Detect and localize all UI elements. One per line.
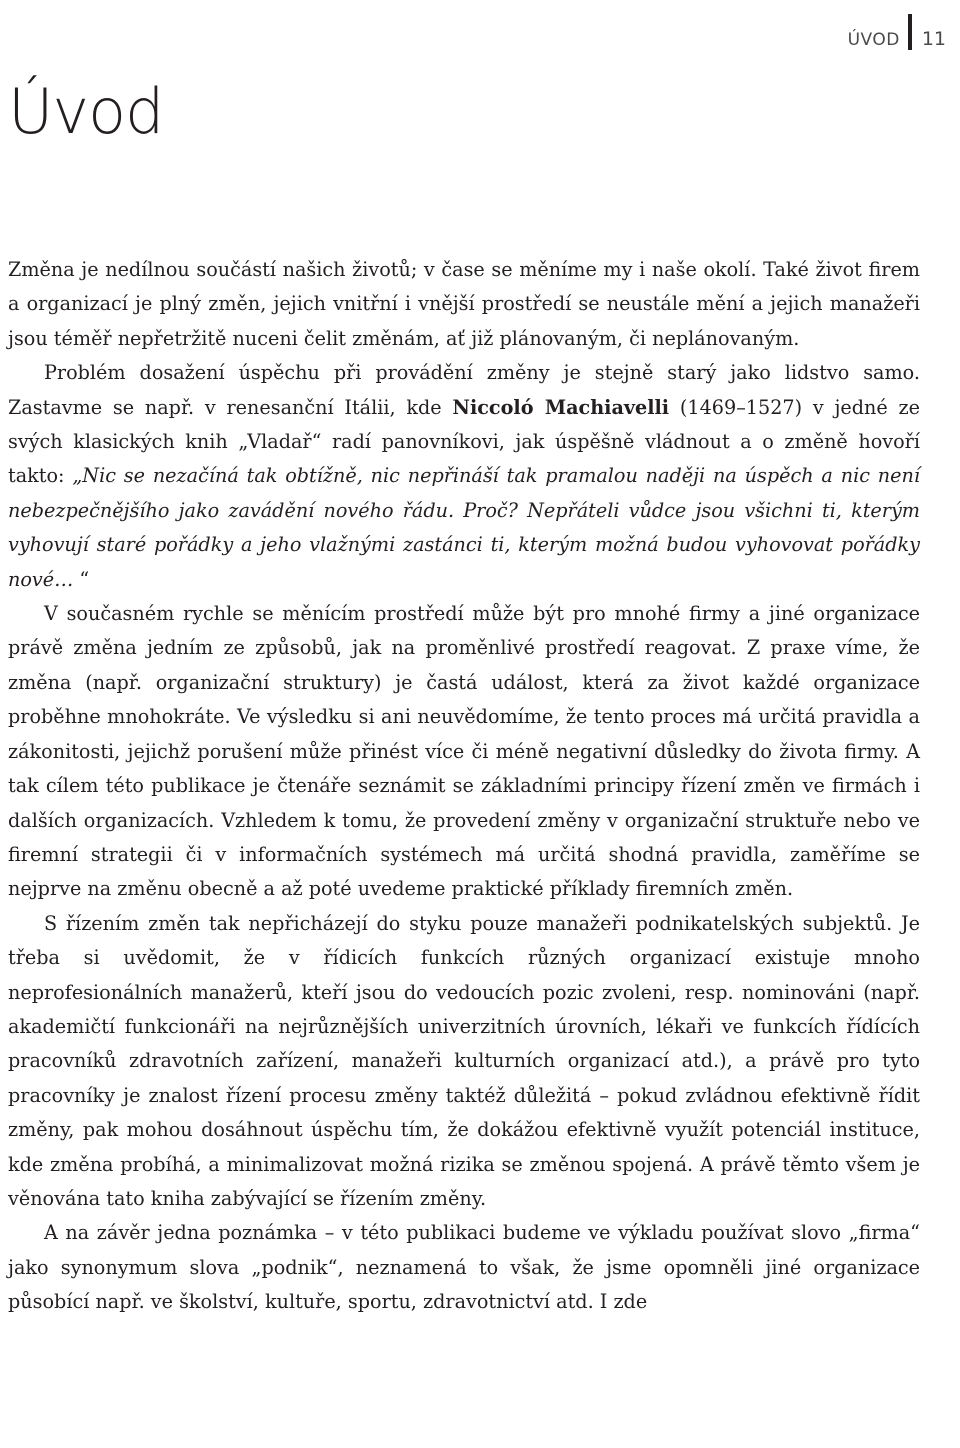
- author-name: Niccoló Machiavelli: [452, 395, 670, 419]
- running-head-label: ÚVOD: [847, 30, 900, 50]
- paragraph-1: Změna je nedílnou součástí našich životů; v čase se měníme my i naše okolí. Také život firem a organizací je plný změn, jejich vnitřní i vnější prostředí se neustále mění a jejich manažeři jsou téměř nepřetržitě nuceni čelit změnám, ať již plánovaným, či neplánovaným.: [8, 258, 920, 350]
- chapter-title: Úvod: [8, 75, 164, 148]
- paragraph-3: V současném rychle se měnícím prostředí může být pro mnohé firmy a jiné organizace právě změna jedním ze způsobů, jak na proměnlivé prostředí reagovat. Z praxe víme, že změna (např. organizační struktury) je častá událost, která za život každé organizace proběhne mnohokráte. Ve výsledku si ani neuvědomíme, že tento proces má určitá pravidla a zákonitosti, jejichž porušení může přinést více či méně negativní důsledky do života firmy. A tak cílem této publikace je čtenáře seznámit se základními principy řízení změn ve firmách i dalších organizacích. Vzhledem k tomu, že provedení změny v organizační struktuře nebo ve firemní strategii či v informačních systémech má určitá shodná pravidla, zaměříme se nejprve na změnu obecně a až poté uvedeme praktické příklady firemních změn.: [8, 602, 920, 901]
- paragraph-2-intro: Problém dosažení úspěchu při provádění změny je stejně starý jako lidstvo samo. Zastavme se např. v renesanční Itálii, kde: [8, 361, 920, 419]
- body-text: [8, 253, 920, 1320]
- page-number: 11: [921, 28, 946, 50]
- paragraph-5: A na závěr jedna poznámka – v této publikaci budeme ve výkladu používat slovo „firma“ jako synonymum slova „podnik“, neznamená to však, že jsme opomněli jiné organizace působící např. ve školství, kultuře, sportu, zdravotnictví atd. I zde: [8, 1221, 920, 1314]
- quote-close-mark: “: [73, 567, 90, 591]
- paragraph-2: [8, 356, 920, 597]
- running-head: [848, 14, 946, 50]
- paragraph-4: S řízením změn tak nepřicházejí do styku pouze manažeři podnikatelských subjektů. Je třeba si uvědomit, že v řídicích funkcích různých organizací existuje mnoho neprofesionálních manažerů, kteří jsou do vedoucích pozic zvoleni, resp. nominováni (např. akademičtí funkcionáři na nejrůznějších univerzitních úrovních, lékaři ve funkcích řídících pracovníků zdravotních zařízení, manažeři kulturních organizací atd.), a právě pro tyto pracovníky je znalost řízení procesu změny taktéž důležitá – pokud zvládnou efektivně řídit změny, pak mohou dosáhnout úspěchu tím, že dokážou efektivně využít potenciál instituce, kde změna probíhá, a minimalizovat možná rizika se změnou spojená. A právě těmto všem je věnována tato kniha zabývající se řízením změny.: [8, 911, 920, 1210]
- running-head-divider: [908, 14, 912, 50]
- machiavelli-quote: „Nic se nezačíná tak obtížně, nic nepřináší tak pramalou naději na úspěch a nic není nebezpečnějšího jako zavádění nového řádu. Proč? Nepřáteli vůdce jsou všichni ti, kterým vyhovují staré pořádky a jeho vlažnými zastánci ti, kterým možná budou vyhovovat pořádky nové…: [8, 464, 920, 591]
- paragraph-2-continuation: (1469–1527) v jedné ze svých klasických knih „Vladař“ radí panovníkovi, jak úspěšně vládnout a o změně hovoří takto:: [8, 395, 920, 488]
